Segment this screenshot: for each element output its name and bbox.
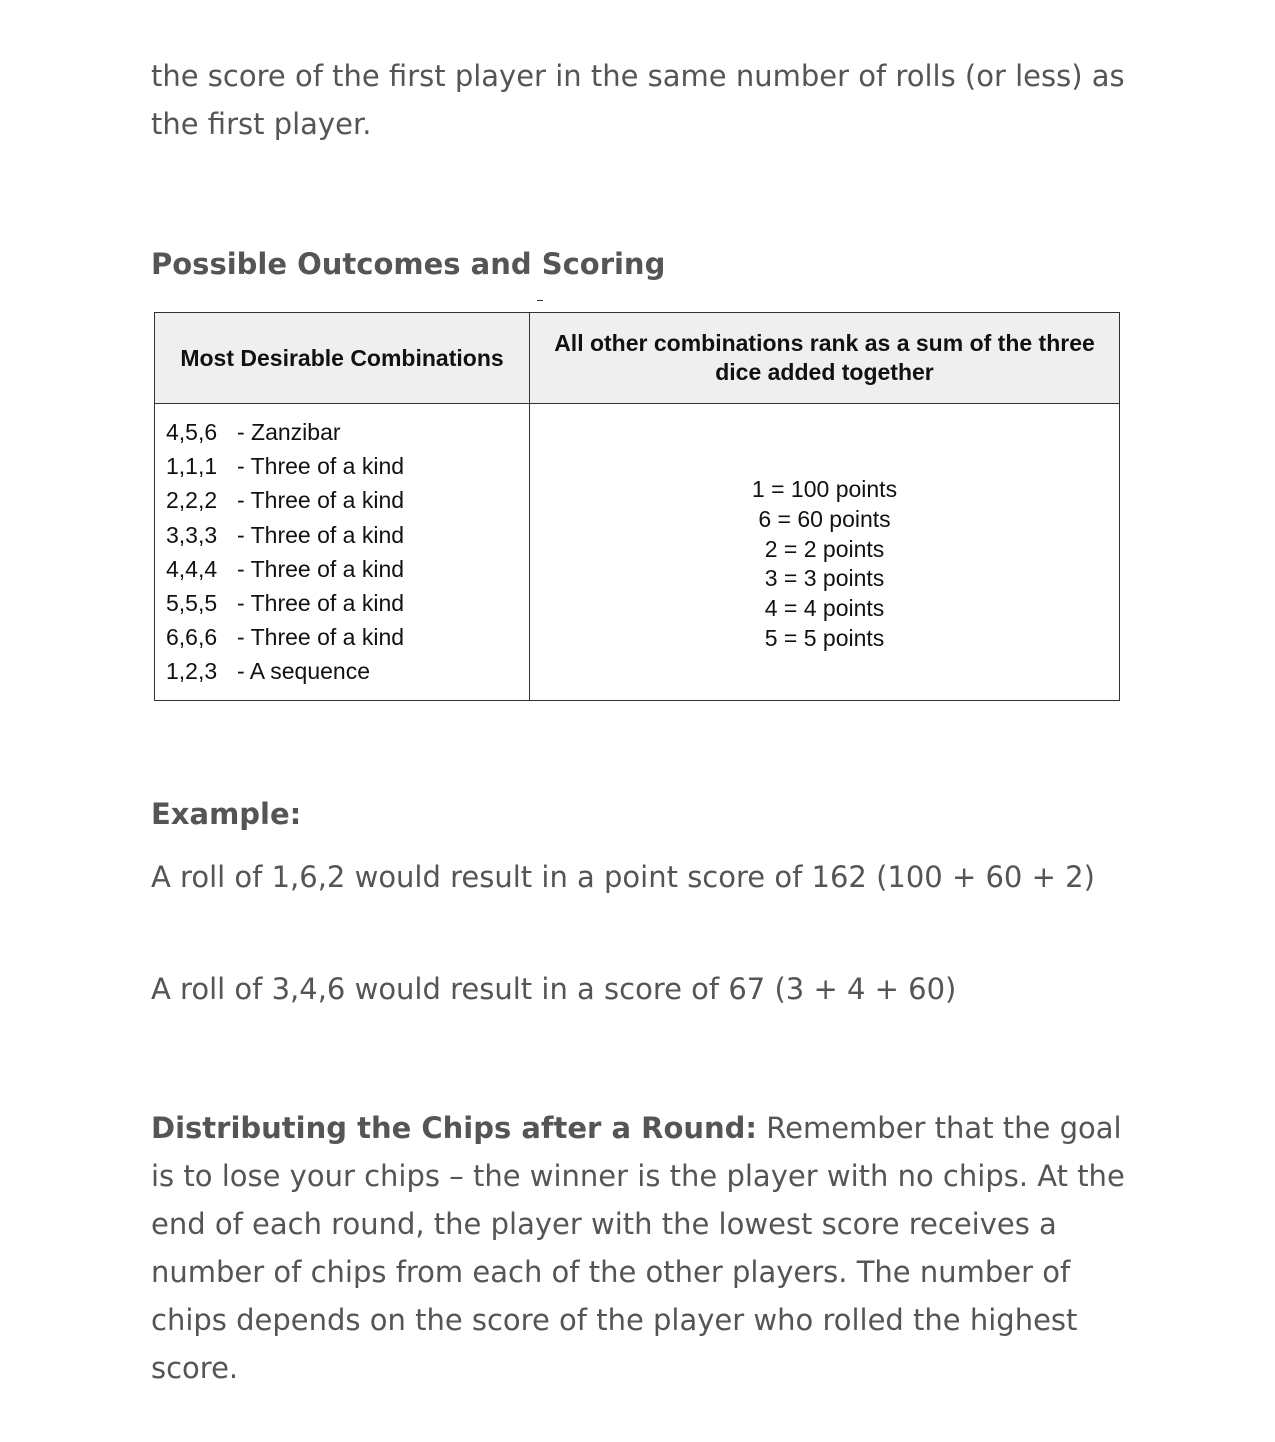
header-most-desirable: Most Desirable Combinations [155,313,530,404]
combination-label: - Three of a kind [237,590,405,617]
combination-label: - A sequence [237,658,370,685]
combinations-list [156,405,528,689]
combination-dice: 4,4,4 [166,555,218,582]
distribution-body: Remember that the goal is to lose your chips – the winner is the player with no chips. At the end of each round, the player with the lowest score receives a number of chips from each of the other players. The number of chips depends on the score of the player who rolled the highest score. [151,1111,1125,1385]
combination-item [166,415,528,449]
combination-item [166,518,528,552]
combination-dice: 5,5,5 [166,590,218,617]
combination-item [166,654,528,688]
combination-item [166,449,528,483]
combination-dice: 1,2,3 [166,658,218,685]
point-value-item: 5 = 5 points [764,624,885,651]
intro-paragraph: the score of the first player in the same number of rolls (or less) as the first player. [151,59,1125,141]
combination-item [166,552,528,586]
example-heading: Example: [151,797,302,831]
table-header-row [155,313,1120,404]
combination-label: - Three of a kind [237,624,405,651]
combination-dice: 1,1,1 [166,453,218,480]
combinations-cell [155,404,530,701]
combination-dice: 4,5,6 [166,419,218,445]
combination-label: - Three of a kind [237,555,405,582]
distribution-paragraph [151,1104,1131,1392]
point-value-item: 4 = 4 points [764,595,885,622]
combination-label: - Three of a kind [237,521,405,548]
points-list [531,405,1118,654]
example-line-1: A roll of 1,6,2 would result in a point score of 162 (100 + 60 + 2) [151,860,1095,894]
section-heading: Possible Outcomes and Scoring [151,247,666,281]
example-line-2: A roll of 3,4,6 would result in a score of 67 (3 + 4 + 60) [151,972,957,1006]
combination-label: - Zanzibar [237,419,341,445]
distribution-lead: Distributing the Chips after a Round: [151,1111,758,1145]
header-other-combinations: All other combinations rank as a sum of the three dice added together [530,313,1120,404]
combination-dice: 3,3,3 [166,521,218,548]
point-value-item: 6 = 60 points [758,505,891,532]
combination-dice: 2,2,2 [166,487,218,514]
point-value-item: 1 = 100 points [751,476,898,502]
point-value-item: 2 = 2 points [764,535,885,562]
combination-item [166,620,528,654]
combination-label: - Three of a kind [237,487,405,514]
point-value-item: 3 = 3 points [764,565,885,592]
table-tick-mark [537,300,543,301]
scoring-table [154,312,1120,701]
combination-item [166,483,528,517]
table-body-row [155,404,1120,701]
combination-item [166,586,528,620]
combination-label: - Three of a kind [237,453,405,480]
combination-dice: 6,6,6 [166,624,218,651]
points-cell [530,404,1120,701]
